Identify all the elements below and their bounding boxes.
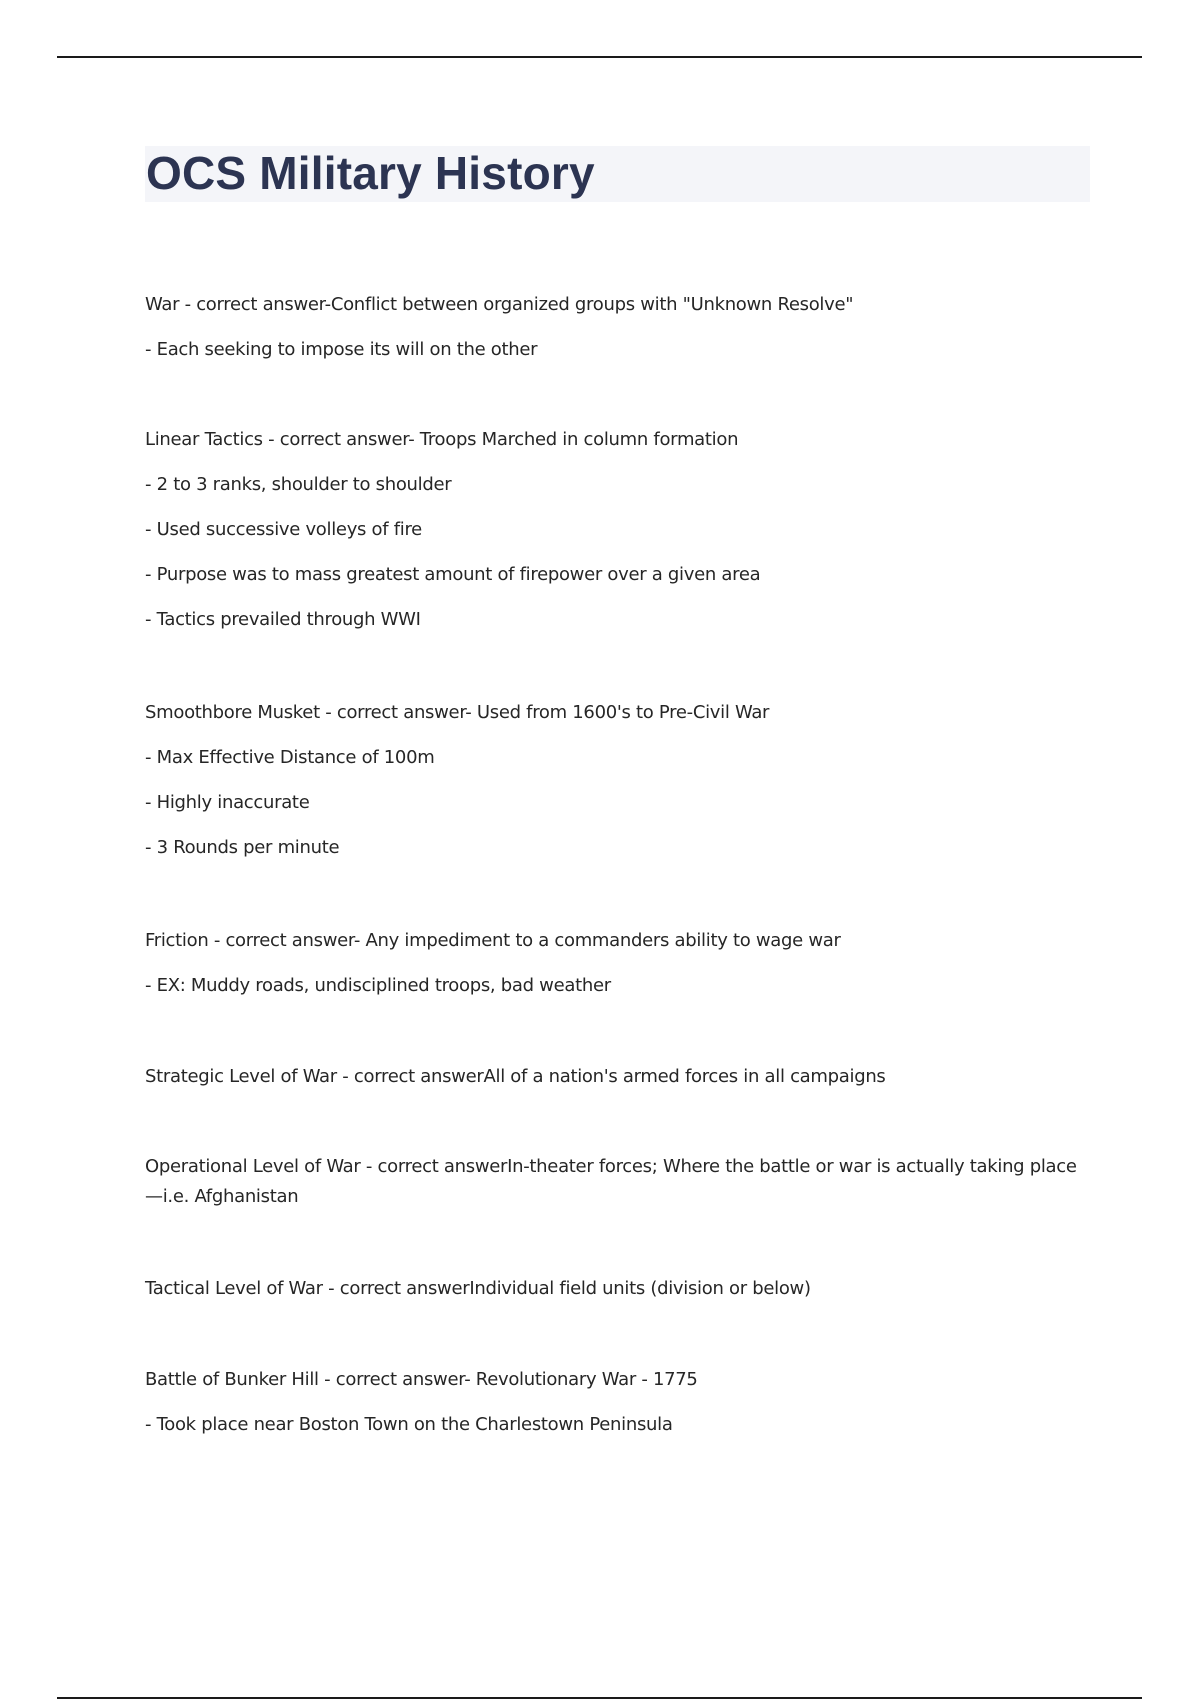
entry-line: Friction - correct answer- Any impediment to a commanders ability to wage war — [145, 930, 841, 951]
entry-line: Smoothbore Musket - correct answer- Used from 1600's to Pre-Civil War — [145, 702, 770, 723]
entry-line: - Each seeking to impose its will on the other — [145, 339, 538, 360]
qa-entry-operational-level — [145, 1152, 1090, 1212]
entry-line: - 2 to 3 ranks, shoulder to shoulder — [145, 474, 452, 495]
entry-line: - Used successive volleys of fire — [145, 519, 422, 540]
qa-entry-smoothbore-musket — [145, 698, 1090, 863]
entry-line: - Purpose was to mass greatest amount of firepower over a given area — [145, 564, 761, 585]
qa-entry-war — [145, 290, 1090, 365]
document-title: OCS Military History — [146, 147, 595, 199]
qa-entry-friction — [145, 926, 1090, 1001]
top-rule — [57, 56, 1142, 58]
entry-line: - 3 Rounds per minute — [145, 837, 340, 858]
entry-line: - Highly inaccurate — [145, 792, 310, 813]
entry-line: Tactical Level of War - correct answerIndividual field units (division or below) — [145, 1278, 811, 1299]
qa-entry-strategic-level — [145, 1062, 1090, 1092]
entry-line: Linear Tactics - correct answer- Troops Marched in column formation — [145, 429, 739, 450]
entry-line: Operational Level of War - correct answerIn-theater forces; Where the battle or war is actually taking place—i.e. Afghanistan — [145, 1156, 1077, 1207]
entry-line: - Tactics prevailed through WWI — [145, 609, 421, 630]
bottom-rule — [57, 1697, 1142, 1699]
qa-entry-bunker-hill — [145, 1365, 1090, 1440]
entry-line: - Max Effective Distance of 100m — [145, 747, 435, 768]
entry-line: Battle of Bunker Hill - correct answer- Revolutionary War - 1775 — [145, 1369, 698, 1390]
qa-entry-tactical-level — [145, 1274, 1090, 1304]
entry-line: - Took place near Boston Town on the Charlestown Peninsula — [145, 1414, 673, 1435]
qa-entry-linear-tactics — [145, 425, 1090, 635]
entry-line: War - correct answer-Conflict between organized groups with "Unknown Resolve" — [145, 294, 854, 315]
entry-line: Strategic Level of War - correct answerAll of a nation's armed forces in all campaigns — [145, 1066, 886, 1087]
entry-line: - EX: Muddy roads, undisciplined troops, bad weather — [145, 975, 611, 996]
